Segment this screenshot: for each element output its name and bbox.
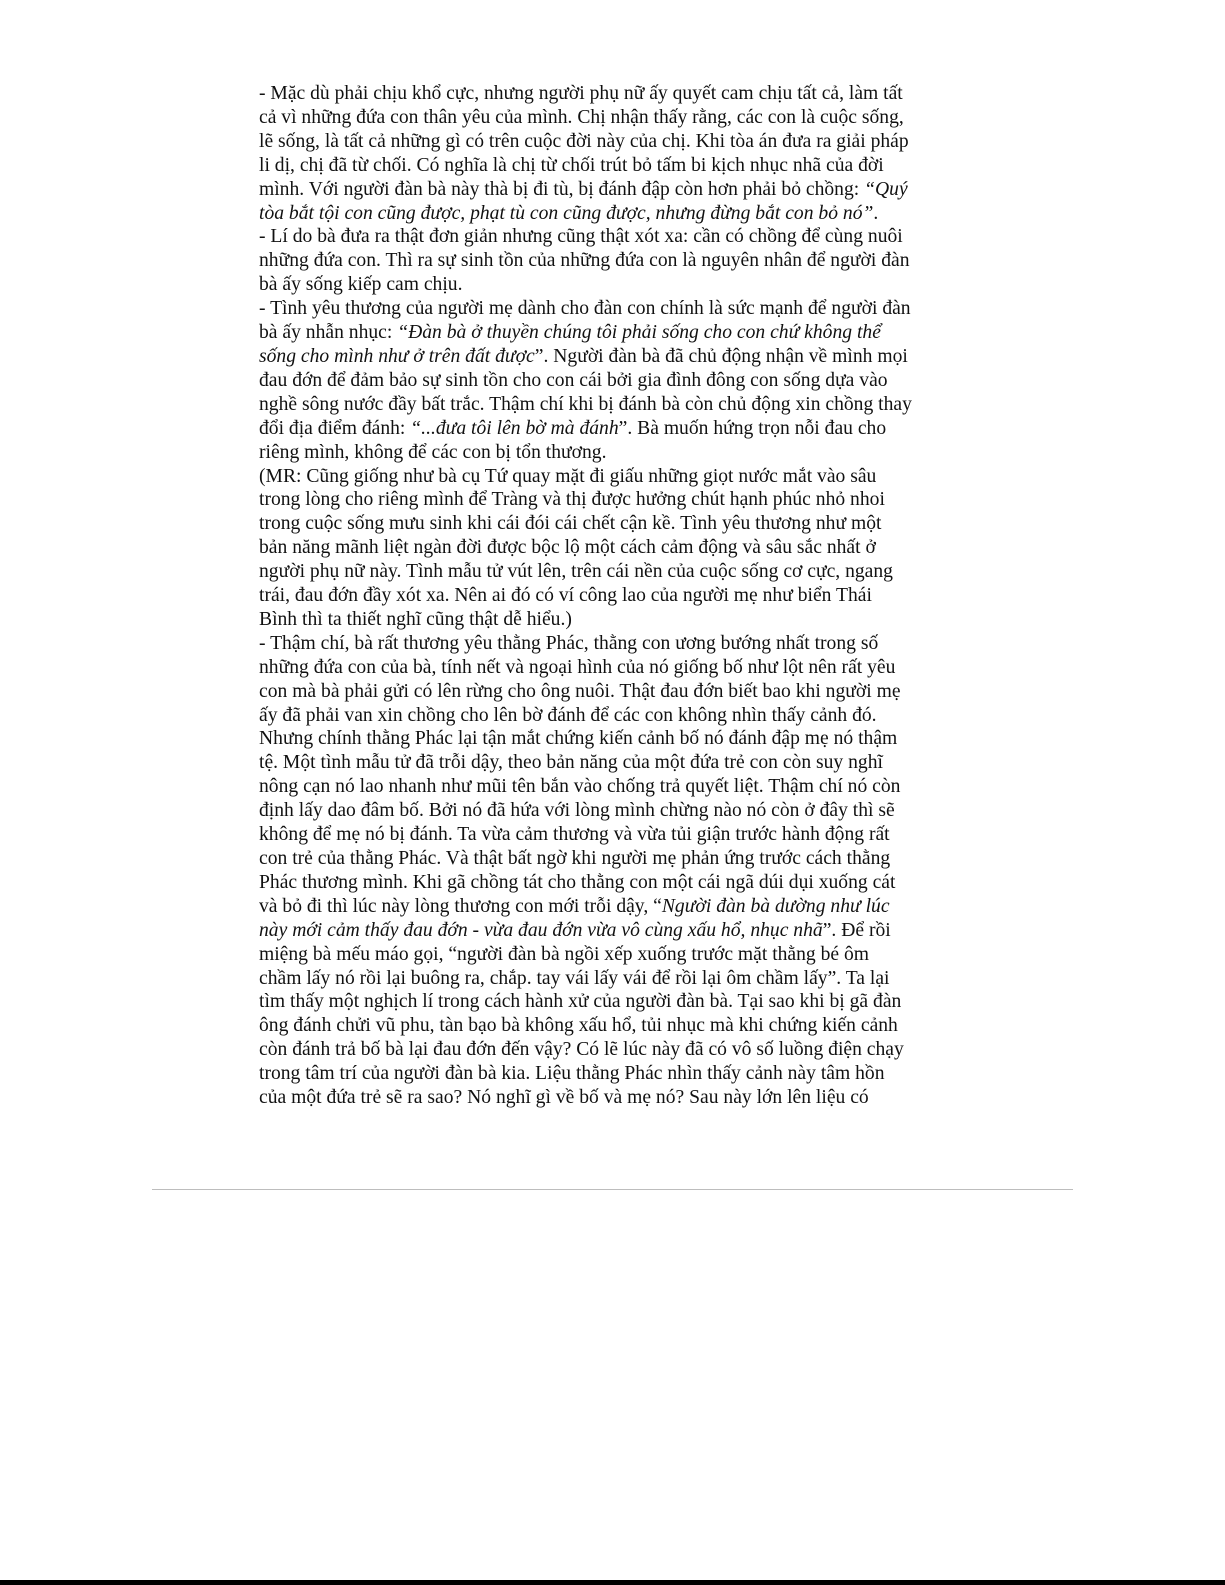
- text-line: [259, 225, 959, 249]
- italic-quote: tòa bắt tội con cũng được, phạt tù con cũng được, nhưng đừng bắt con bỏ nó”: [259, 202, 874, 224]
- text-run: nghề sông nước đầy bất trắc. Thậm chí khi bị đánh bà còn chủ động xin chồng thay: [259, 393, 912, 415]
- text-run: - Mặc dù phải chịu khổ cực, nhưng người phụ nữ ấy quyết cam chịu tất cả, làm tất: [259, 83, 903, 104]
- text-run: ông đánh chửi vũ phu, tàn bạo bà không xấu hổ, tủi nhục mà khi chứng kiến cảnh: [259, 1015, 898, 1037]
- italic-quote: Người đàn bà dường như lúc: [661, 895, 890, 917]
- text-line: [259, 393, 959, 417]
- text-run: chầm lấy nó rồi lại buông ra, chắp. tay vái lấy vái để rồi lại ôm chầm lấy”. Ta lại: [259, 967, 890, 989]
- text-run: trong cuộc sống mưu sinh khi cái đói cái chết cận kề. Tình yêu thương như một: [259, 513, 882, 535]
- text-line: [259, 895, 959, 919]
- text-run: ”. Để rồi: [822, 919, 891, 941]
- text-run: tìm thấy một nghịch lí trong cách hành xử của người đàn bà. Tại sao khi bị gã đàn: [259, 991, 902, 1013]
- text-run: bà ấy nhẫn nhục:: [259, 322, 398, 344]
- text-run: đau đớn để đảm bảo sự sinh tồn cho con cái bởi gia đình đông con sống dựa vào: [259, 369, 888, 391]
- text-line: [259, 321, 959, 345]
- text-run: li dị, chị đã từ chối. Có nghĩa là chị từ chối trút bỏ tấm bi kịch nhục nhã của đời: [259, 154, 884, 176]
- text-run: con mà bà phải gửi có lên rừng cho ông nuôi. Thật đau đớn biết bao khi người mẹ: [259, 680, 901, 702]
- text-run: còn đánh trả bố bà lại đau đớn đến vậy? Có lẽ lúc này đã có vô số luồng điện chạy: [259, 1039, 904, 1061]
- text-line: [259, 656, 959, 680]
- text-line: [259, 130, 959, 154]
- text-line: [259, 560, 959, 584]
- text-line: [259, 345, 959, 369]
- text-line: [259, 178, 959, 202]
- text-line: [259, 1086, 959, 1110]
- text-line: [259, 202, 959, 226]
- text-line: [259, 775, 959, 799]
- text-line: [259, 990, 959, 1014]
- text-run: định lấy dao đâm bố. Bởi nó đã hứa với lòng mình chừng nào nó còn ở đây thì sẽ: [259, 800, 895, 822]
- text-run: những đứa con. Thì ra sự sinh tồn của những đứa con là nguyên nhân để người đàn: [259, 250, 910, 272]
- text-run: người phụ nữ này. Tình mẫu tử vút lên, trên cái nền của cuộc sống cơ cực, ngang: [259, 561, 893, 583]
- text-run: ”. Bà muốn hứng trọn nỗi đau cho: [618, 417, 887, 439]
- text-line: [259, 488, 959, 512]
- text-run: tệ. Một tình mẫu tử đã trỗi dậy, theo bản năng của một đứa trẻ con còn suy nghĩ: [259, 752, 883, 774]
- text-run: Nhưng chính thằng Phác lại tận mắt chứng kiến cảnh bố nó đánh đập mẹ nó thậm: [259, 728, 898, 750]
- text-line: [259, 704, 959, 728]
- text-line: [259, 249, 959, 273]
- text-run: miệng bà mếu máo gọi, “người đàn bà ngồi xếp xuống trước mặt thằng bé ôm: [259, 943, 870, 965]
- text-line: [259, 82, 959, 106]
- text-line: [259, 943, 959, 967]
- text-line: [259, 919, 959, 943]
- text-run: lẽ sống, là tất cả những gì có trên cuộc đời này của chị. Khi tòa án đưa ra giải pháp: [259, 130, 909, 152]
- document-body: [259, 82, 959, 1110]
- text-run: trong tâm trí của người đàn bà kia. Liệu thằng Phác nhìn thấy cảnh này tâm hồn: [259, 1063, 885, 1085]
- text-run: ấy đã phải van xin chồng cho lên bờ đánh để các con không nhìn thấy cảnh đó.: [259, 704, 877, 726]
- text-line: [259, 297, 959, 321]
- text-line: [259, 608, 959, 632]
- page-divider: [152, 1189, 1073, 1190]
- text-run: riêng mình, không để các con bị tổn thương.: [259, 441, 607, 463]
- text-line: [259, 871, 959, 895]
- text-run: của một đứa trẻ sẽ ra sao? Nó nghĩ gì về bố và mẹ nó? Sau này lớn lên liệu có: [259, 1087, 869, 1109]
- text-line: [259, 273, 959, 297]
- text-run: bản năng mãnh liệt ngàn đời được bộc lộ một cách cảm động và sâu sắc nhất ở: [259, 537, 876, 559]
- text-line: [259, 727, 959, 751]
- text-line: [259, 106, 959, 130]
- text-line: [259, 417, 959, 441]
- text-run: Phác thương mình. Khi gã chồng tát cho thằng con một cái ngã dúi dụi xuống cát: [259, 871, 896, 893]
- text-line: [259, 369, 959, 393]
- text-line: [259, 751, 959, 775]
- text-run: trái, đau đớn đầy xót xa. Nên ai đó có ví công lao của người mẹ như biển Thái: [259, 585, 872, 607]
- text-line: [259, 536, 959, 560]
- text-line: [259, 465, 959, 489]
- text-run: con trẻ của thằng Phác. Và thật bất ngờ khi người mẹ phản ứng trước cách thằng: [259, 848, 891, 869]
- text-line: [259, 1038, 959, 1062]
- text-run: và bỏ đi thì lúc này lòng thương con mới trỗi dậy, “: [259, 895, 662, 917]
- text-line: [259, 799, 959, 823]
- text-line: [259, 847, 959, 871]
- text-run: ”. Người đàn bà đã chủ động nhận về mình mọi: [534, 345, 908, 367]
- text-line: [259, 967, 959, 991]
- italic-quote: “...đưa tôi lên bờ mà đánh: [410, 417, 619, 439]
- text-line: [259, 680, 959, 704]
- text-run: cả vì những đứa con thân yêu của mình. Chị nhận thấy rằng, các con là cuộc sống,: [259, 106, 904, 128]
- text-run: đổi địa điểm đánh:: [259, 417, 411, 439]
- text-line: [259, 632, 959, 656]
- italic-quote: sống cho mình như ở trên đất được: [259, 345, 535, 367]
- italic-quote: “Đàn bà ở thuyền chúng tôi phải sống cho con chứ không thể: [397, 322, 881, 344]
- text-line: [259, 512, 959, 536]
- text-run: trong lòng cho riêng mình để Tràng và thị được hưởng chút hạnh phúc nhỏ nhoi: [259, 489, 885, 511]
- text-run: nông cạn nó lao nhanh như mũi tên bắn vào chống trả quyết liệt. Thậm chí nó còn: [259, 776, 901, 798]
- text-line: [259, 1062, 959, 1086]
- text-line: [259, 823, 959, 847]
- text-line: [259, 441, 959, 465]
- page-bottom-border: [0, 1580, 1225, 1585]
- text-run: (MR: Cũng giống như bà cụ Tứ quay mặt đi giấu những giọt nước mắt vào sâu: [259, 465, 877, 487]
- italic-quote: này mới cảm thấy đau đớn - vừa đau đớn vừa vô cùng xấu hổ, nhục nhã: [259, 919, 823, 941]
- text-run: không để mẹ nó bị đánh. Ta vừa cảm thương và vừa tủi giận trước hành động rất: [259, 824, 890, 846]
- text-run: - Lí do bà đưa ra thật đơn giản nhưng cũng thật xót xa: cần có chồng để cùng nuôi: [259, 226, 903, 248]
- text-run: bà ấy sống kiếp cam chịu.: [259, 274, 463, 296]
- text-run: mình. Với người đàn bà này thà bị đi tù, bị đánh đập còn hơn phải bỏ chồng:: [259, 178, 865, 200]
- text-line: [259, 584, 959, 608]
- text-run: .: [873, 202, 879, 224]
- text-run: - Tình yêu thương của người mẹ dành cho đàn con chính là sức mạnh để người đàn: [259, 298, 911, 320]
- text-line: [259, 1014, 959, 1038]
- italic-quote: “Quý: [864, 178, 908, 200]
- text-run: những đứa con của bà, tính nết và ngoại hình của nó giống bố như lột nên rất yêu: [259, 656, 896, 678]
- text-line: [259, 154, 959, 178]
- text-run: - Thậm chí, bà rất thương yêu thằng Phác, thằng con ương bướng nhất trong số: [259, 632, 879, 654]
- text-run: Bình thì ta thiết nghĩ cũng thật dễ hiểu.): [259, 608, 572, 630]
